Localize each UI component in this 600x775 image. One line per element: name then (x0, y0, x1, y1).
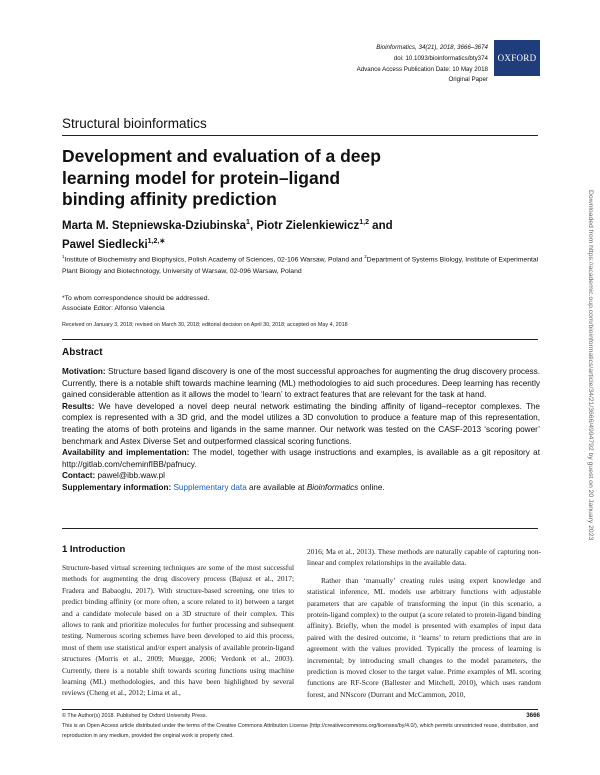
doi-text[interactable]: doi: 10.1093/bioinformatics/bty374 (393, 54, 488, 62)
author-name: Pawel Siedlecki (62, 238, 148, 251)
paragraph: Structure-based virtual screening techniques are some of the most successful methods for augmenting the drug discovery process (Bajusz et al., 2017; Fradera and Babaoglu, 2017). With structure-based screening, one tries to predict binding affinity (or more often, a score related to it) between a target and a candidate molecule based on a 3D structure of their complex. This allows to rank and prioritize molecules for further processing and subsequent testing. Numerous scoring schemes have been developed to aid this process, most of them use statistical and/or expert analysis of available protein-ligand structures (Morris et al., 2009; Muegge, 2006; Verdonk et al., 2003). Currently, there is a notable shift towards scoring functions using machine learning (ML) methodologies, and this have been highlighted by several reviews (Cheng et al., 2012; Lima et al., (62, 563, 294, 698)
intro-column-left (62, 562, 294, 699)
intro-heading: 1 Introduction (62, 544, 126, 555)
download-watermark: Downloaded from https://academic.oup.com/bioinformatics/article/34/21/3666/4994792 by guest on 20 January 2023 (587, 190, 594, 541)
oxford-logo: OXFORD (494, 40, 540, 76)
abstract-results: Results: We have developed a novel deep neural network estimating the binding affinity of ligand–receptor complexes. The complex is represented with a 3D grid, and the model utilizes a 3D convolution to produce a feature map of this representation, treating the atoms of both proteins and ligands in the same manner. Our network was tested on the CASF-2013 ‘scoring power’ benchmark and Astex Diverse Set and outperformed classical scoring functions. (62, 401, 540, 446)
license-text: This is an Open Access article distributed under the terms of the Creative Commons Attribution License (http://creativecommons.org/licenses/by/4.0/), which permits unrestricted reuse, distribution, and reproduction in any medium, provided the original work is properly cited. (62, 722, 539, 739)
received-dates: Received on January 3, 2018; revised on March 30, 2018; editorial decision on April 30, 2018; accepted on May 4, 2018 (62, 322, 348, 328)
abstract-heading: Abstract (62, 347, 103, 358)
author-list: Marta M. Stepniewska-Dziubinska$^1$, Piotr Zielenkiewicz$^{1,2}$ and Pawel Siedlecki$^{1,2,∗}$ (62, 219, 393, 251)
advance-access-date: Advance Access Publication Date: 10 May 2018 (356, 65, 488, 73)
abstract (62, 341, 540, 494)
footer-rule (62, 709, 538, 710)
copyright: © The Author(s) 2018. Published by Oxford University Press. (62, 713, 207, 719)
author-name: Piotr Zielenkiewicz (256, 219, 360, 232)
correspondence-note: *To whom correspondence should be addressed. (62, 295, 210, 302)
abstract-contact: Contact: pawel@ibb.waw.pl (62, 471, 165, 481)
abstract-bottom-rule (62, 528, 538, 529)
paper-type: Original Paper (448, 76, 488, 84)
abstract-top-rule (62, 339, 538, 340)
journal-citation: Bioinformatics, 34(21), 2018, 3666–3674 (376, 44, 488, 51)
journal-header (188, 43, 488, 86)
abstract-availability: Availability and implementation: The model, together with usage instructions and examples, is available as a git repository at http://gitlab.com/cheminfIBB/pafnucy. (62, 448, 540, 469)
paragraph: 2016; Ma et al., 2013). These methods are naturally capable of capturing non-linear and complex relationships in the available data. (307, 547, 541, 568)
author-name: Marta M. Stepniewska-Dziubinska (62, 219, 247, 232)
intro-column-right (307, 546, 541, 700)
license-footer (62, 712, 540, 741)
abstract-motivation: Motivation: Structure based ligand discovery is one of the most successful approaches for augmenting the drug discovery process. Currently, there is a notable shift towards machine learning (ML) methodologies to aid such procedures. Deep learning has recently gained considerable attention as it allows the model to ‘learn’ to extract features that are relevant for the task at hand. (62, 367, 540, 400)
affiliations: $^1$Institute of Biochemistry and Biophysics, Polish Academy of Sciences, 02-106 Warsaw, Poland and $^2$Department of Systems Biology, Institute of Experimental Plant Biology and Biotechnology, University of Warsaw, 02-096 Warsaw, Poland (62, 254, 539, 276)
associate-editor: Associate Editor: Alfonso Valencia (62, 305, 165, 312)
supplementary-link[interactable]: Supplementary data (173, 482, 247, 492)
paper-title: Development and evaluation of a deep learning model for protein–ligand binding affinity prediction (62, 146, 381, 209)
section-category: Structural bioinformatics (62, 116, 207, 131)
abstract-supplementary: Supplementary information: Supplementary data are available at Bioinformatics online. (62, 482, 385, 492)
page-number: 3666 (526, 712, 540, 719)
header-rule (62, 135, 538, 136)
paragraph: Rather than ‘manually’ creating rules using expert knowledge and statistical inference, ML models use arbitrary functions with adjustable parameters that are capable of transforming the input (in this scenario, a protein-ligand complex) to the output (a score related to protein-ligand binding affinity). Briefly, when the model is presented with examples of input data paired with the desired outcome, it ‘learns’ to return predictions that are in agreement with the values provided. Typically the process of learning is incremental; by introducing small changes to the model parameters, the prediction is moved closer to the target value. Prime examples of ML scoring functions are RF-Score (Ballester and Mitchell, 2010), which uses random forest, and NNscore (Durrant and McCammon, 2010, (307, 575, 541, 699)
